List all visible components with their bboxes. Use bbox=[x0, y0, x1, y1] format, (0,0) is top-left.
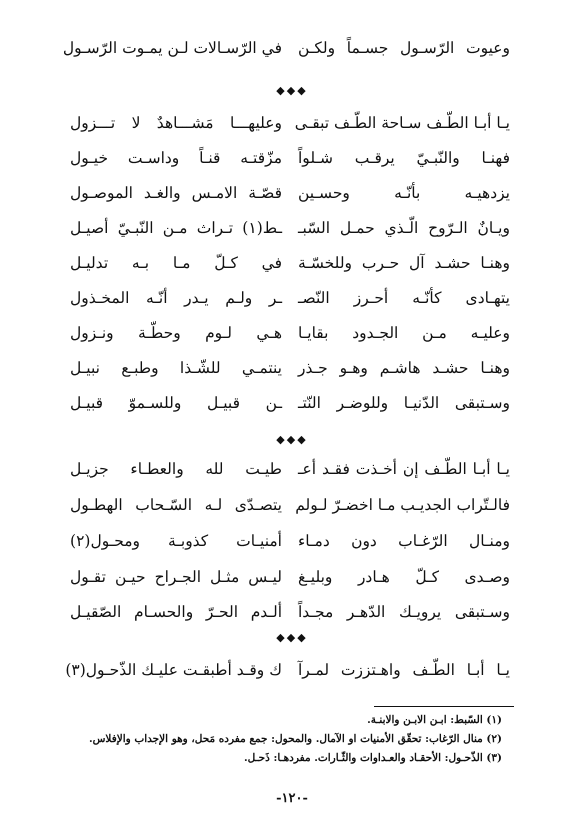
verse-line bbox=[65, 659, 510, 681]
verse-second-hemistich: ينتمـي للشّـذا وطبـع نبيـل bbox=[70, 359, 282, 377]
verse-line bbox=[70, 494, 510, 516]
footnote: (٣) الذّحـول: الأحقـاد والعـداوات والثّـارات. مفردهـا: ذَحـل. bbox=[243, 752, 502, 764]
verse-second-hemistich: ألـدم الحـرّ والحسـام الصّقيـل bbox=[70, 603, 282, 621]
verse-first-hemistich: وسـتبقى الدّنيـا وللوضـر النّتـ bbox=[298, 394, 510, 412]
verse-line bbox=[70, 357, 510, 379]
verse-first-hemistich: وسـتبقى يرويـك الدّهـر مجـداً bbox=[298, 603, 510, 621]
verse-line bbox=[70, 147, 510, 169]
section-separator: ◆◆◆ bbox=[276, 84, 308, 97]
verse-line bbox=[70, 566, 510, 588]
verse-second-hemistich: وعليهـــا مَشـــاهدٌ لا تـــزول bbox=[70, 114, 282, 132]
verse-second-hemistich: قصّـة الامـس والغـد الموصـول bbox=[70, 184, 282, 202]
verse-line bbox=[70, 458, 510, 480]
verse-line bbox=[62, 37, 510, 59]
verse-line bbox=[70, 530, 510, 552]
verse-first-hemistich: يتهـادى كأنّـه أحـرز النّصـ bbox=[298, 289, 510, 307]
footnote-rule bbox=[374, 706, 514, 707]
section-separator: ◆◆◆ bbox=[276, 631, 308, 644]
verse-second-hemistich: مزّقتـه قنـاً وداسـت خيـول bbox=[70, 149, 282, 167]
verse-second-hemistich: في الرّسـالات لـن يمـوت الرّسـول bbox=[62, 39, 282, 57]
verse-second-hemistich: ـن قبيـل وللسـموّ قبيـل bbox=[70, 394, 282, 412]
verse-line bbox=[70, 392, 510, 414]
verse-first-hemistich: يزدهيـه بأنّـه وحسـين bbox=[298, 184, 510, 202]
verse-line bbox=[70, 601, 510, 623]
verse-second-hemistich: ليـس مثـل الجـراح حيـن تقـول bbox=[70, 568, 282, 586]
footnote: (١) السّبط: ابـن الابـن والابنـة. bbox=[367, 714, 502, 726]
verse-line bbox=[70, 252, 510, 274]
verse-second-hemistich: ك وقـد أطبقـت عليـك الذّحـول(٣) bbox=[65, 661, 282, 679]
footnote: (٢) منال الرّغاب: تحقّق الأمنيات او الآمال. والمحول: جمع مفرده مَحل، وهو الإجداب والإفلاس. bbox=[88, 733, 502, 745]
verse-second-hemistich: ـط(١) تـراث مـن النّبـيّ أصيـل bbox=[70, 219, 282, 237]
verse-second-hemistich: هـي لـوم وحطّـة ونـزول bbox=[70, 324, 282, 342]
verse-first-hemistich: ويـانٌ الـرّوح الّـذي حمـل السّبـ bbox=[298, 219, 510, 237]
verse-first-hemistich: فالـتّراب الجديـب مـا اخضـرّ لـولم bbox=[295, 496, 510, 514]
verse-line bbox=[70, 112, 510, 134]
verse-first-hemistich: وعيوت الرّسـول جسـماً ولكـن bbox=[298, 39, 510, 57]
verse-second-hemistich: ـر ولـم يـدر أنّـه المخـذول bbox=[70, 289, 282, 307]
verse-second-hemistich: طيـت لله والعطـاء جزيـل bbox=[70, 460, 282, 478]
verse-first-hemistich: يـا أبـا الطّـف إن أخـذت فقـد أعـ bbox=[298, 460, 510, 478]
verse-first-hemistich: وصـدى كـلّ هـادر وبليـغ bbox=[298, 568, 510, 586]
page-number: -١٢٠- bbox=[276, 791, 308, 806]
verse-second-hemistich: أمنيـات كذوبـة ومحـول(٢) bbox=[70, 532, 282, 550]
verse-second-hemistich: في كـلّ مـا بـه تدليـل bbox=[70, 254, 282, 272]
verse-first-hemistich: وعليـه مـن الجـدود بقايـا bbox=[298, 324, 510, 342]
section-separator: ◆◆◆ bbox=[276, 433, 308, 446]
verse-first-hemistich: ومنـال الرّغـاب دون دمـاء bbox=[298, 532, 510, 550]
verse-first-hemistich: وهنـا حشـد هاشـم وهـو جـذر bbox=[298, 359, 510, 377]
verse-first-hemistich: وهنـا حشـد آل حـرب وللخسّـة bbox=[298, 254, 510, 272]
verse-line bbox=[70, 287, 510, 309]
verse-first-hemistich: يـا أبـا الطّـف واهـتززت لمـرآ bbox=[298, 661, 510, 679]
verse-first-hemistich: يـا أبـا الطّـف سـاحة الطّـف تبقـى bbox=[294, 114, 510, 132]
verse-first-hemistich: فهنـا والنّبـيّ يرقـب شـلواً bbox=[298, 149, 510, 167]
verse-second-hemistich: يتصـدّى لـه السّـحاب الهطـول bbox=[70, 496, 282, 514]
verse-line bbox=[70, 182, 510, 204]
verse-line bbox=[70, 322, 510, 344]
verse-line bbox=[70, 217, 510, 239]
